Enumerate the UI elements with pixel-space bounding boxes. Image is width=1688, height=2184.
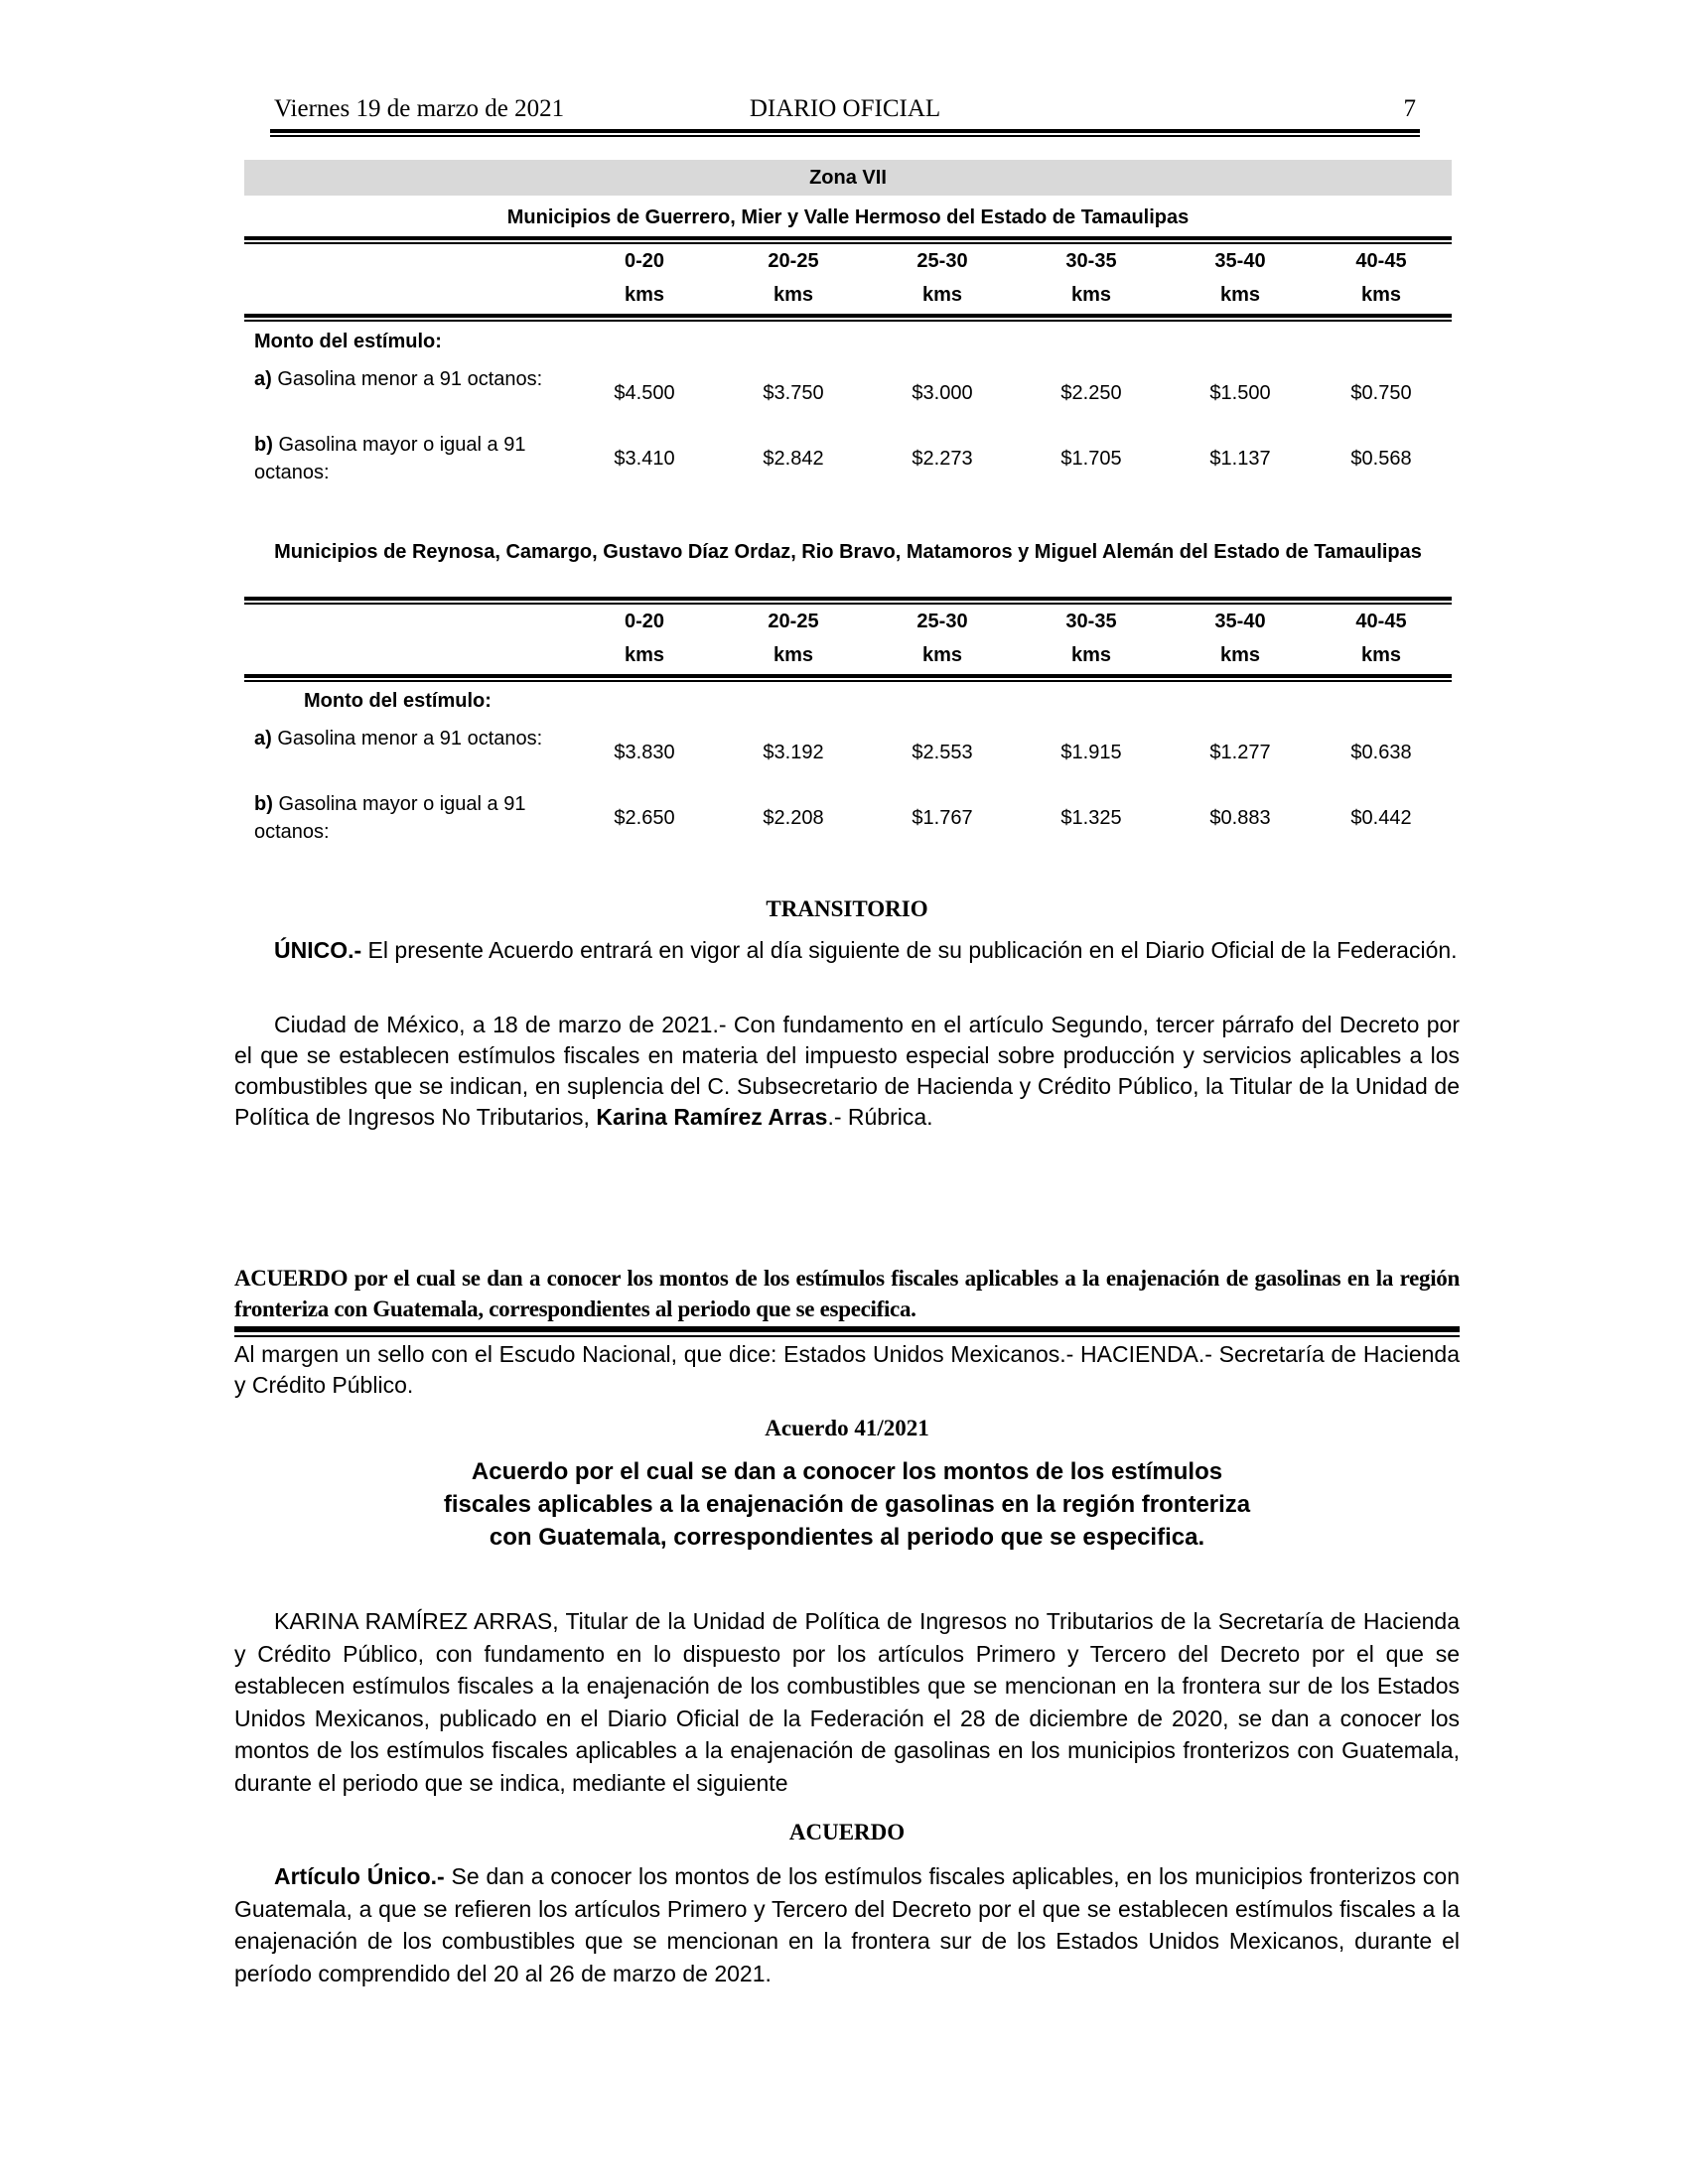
- margin-note: Al margen un sello con el Escudo Nacional, que dice: Estados Unidos Mexicanos.- HACIENDA.- Secretaría de Hacienda y Crédito Público.: [234, 1341, 1460, 1398]
- acuerdo-section-heading: ACUERDO: [788, 1820, 906, 1844]
- table-cell: $3.192: [763, 742, 824, 763]
- table-2-monto-label: Monto del estímulo:: [304, 690, 492, 712]
- preamble-paragraph: KARINA RAMÍREZ ARRAS, Titular de la Unidad de Política de Ingresos no Tributarios de la Secretaría de Hacienda y Crédito Público, con fundamento en lo dispuesto por los artículos Primero y Tercero del Decreto por el que se establecen estímulos fiscales a la enajenación de los combustibles que se mencionan en la frontera sur de los Estados Unidos Mexicanos, publicado en el Diario Oficial de la Federación el 28 de diciembre de 2020, se dan a conocer los montos de los estímulos fiscales aplicables a la enajenación de gasolinas en los municipios fronterizos con Guatemala, durante el periodo que se indica, mediante el siguiente: [234, 1608, 1460, 1796]
- col-head-range: 20-25 kms: [768, 611, 819, 666]
- table-1-row-b-label: b) Gasolina mayor o igual a 91 octanos:: [254, 434, 526, 483]
- header-date: Viernes 19 de marzo de 2021: [274, 95, 565, 122]
- header-publication: DIARIO OFICIAL: [749, 95, 941, 122]
- table-cell: $0.883: [1209, 807, 1271, 829]
- col-head-range: 35-40 kms: [1214, 250, 1266, 306]
- table-2-row-b-label: b) Gasolina mayor o igual a 91 octanos:: [254, 793, 526, 843]
- table-2-row-a-label: a) Gasolina menor a 91 octanos:: [254, 728, 543, 750]
- table-1-top-rule: [244, 236, 1452, 244]
- acuerdo-number: Acuerdo 41/2021: [765, 1416, 929, 1440]
- table-1-title: Municipios de Guerrero, Mier y Valle Hermoso del Estado de Tamaulipas: [506, 206, 1190, 228]
- header-rule: [270, 129, 1420, 137]
- col-head-range: 30-35 kms: [1065, 611, 1117, 666]
- zone-label: Zona VII: [244, 160, 1452, 196]
- table-cell: $0.750: [1350, 382, 1412, 404]
- col-head-range: 40-45 kms: [1355, 611, 1407, 666]
- table-cell: $2.273: [912, 448, 973, 470]
- unico-paragraph: ÚNICO.- El presente Acuerdo entrará en vigor al día siguiente de su publicación en el Diario Oficial de la Federación.: [274, 937, 1458, 963]
- table-cell: $2.553: [912, 742, 973, 763]
- col-head-range: 20-25 kms: [768, 250, 819, 306]
- table-cell: $3.750: [763, 382, 824, 404]
- acuerdo-title-rule: [234, 1326, 1460, 1337]
- table-cell: $1.137: [1209, 448, 1271, 470]
- table-cell: $4.500: [614, 382, 675, 404]
- table-cell: $2.250: [1060, 382, 1122, 404]
- col-head-range: 0-20 kms: [624, 250, 665, 306]
- col-head-range: 35-40 kms: [1214, 611, 1266, 666]
- table-cell: $1.277: [1209, 742, 1271, 763]
- table-cell: $0.638: [1350, 742, 1412, 763]
- transitorio-heading: TRANSITORIO: [766, 896, 928, 921]
- table-cell: $0.568: [1350, 448, 1412, 470]
- table-cell: $2.842: [763, 448, 824, 470]
- table-cell: $1.500: [1209, 382, 1271, 404]
- table-2-title: Municipios de Reynosa, Camargo, Gustavo Díaz Ordaz, Rio Bravo, Matamoros y Miguel Alemán del Estado de Tamaulipas: [274, 541, 1422, 563]
- table-cell: $1.915: [1060, 742, 1122, 763]
- col-head-range: 40-45 kms: [1355, 250, 1407, 306]
- col-head-range: 25-30 kms: [916, 611, 968, 666]
- table-1-header-rule: [244, 314, 1452, 322]
- articulo-unico-paragraph: Artículo Único.- Se dan a conocer los montos de los estímulos fiscales aplicables, en los municipios fronterizos con Guatemala, a que se refieren los artículos Primero y Tercero del Decreto por el que se establecen estímulos fiscales a la enajenación de los combustibles que se mencionan en la frontera sur de los Estados Unidos Mexicanos, durante el período comprendido del 20 al 26 de marzo de 2021.: [234, 1863, 1460, 1986]
- table-cell: $2.650: [614, 807, 675, 829]
- col-head-range: 0-20 kms: [624, 611, 665, 666]
- signature-paragraph: Ciudad de México, a 18 de marzo de 2021.- Con fundamento en el artículo Segundo, tercer párrafo del Decreto por el que se establecen estímulos fiscales en materia del impuesto especial sobre producción y servicios aplicables a los combustibles que se indican, en suplencia del C. Subsecretario de Hacienda y Crédito Público, la Titular de la Unidad de Política de Ingresos No Tributarios, Karina Ramírez Arras.- Rúbrica.: [234, 1012, 1460, 1130]
- table-cell: $3.830: [614, 742, 675, 763]
- table-cell: $3.000: [912, 382, 973, 404]
- table-cell: $3.410: [614, 448, 675, 470]
- acuerdo-title: ACUERDO por el cual se dan a conocer los montos de los estímulos fiscales aplicables a la enajenación de gasolinas en la región fronteriza con Guatemala, correspondientes al periodo que se especifica.: [234, 1266, 1460, 1321]
- table-2-header-rule: [244, 674, 1452, 682]
- table-1-monto-label: Monto del estímulo:: [254, 331, 442, 352]
- table-1-row-a-label: a) Gasolina menor a 91 octanos:: [254, 368, 543, 390]
- table-2-top-rule: [244, 597, 1452, 605]
- table-cell: $1.325: [1060, 807, 1122, 829]
- col-head-range: 25-30 kms: [916, 250, 968, 306]
- table-cell: $1.767: [912, 807, 973, 829]
- col-head-range: 30-35 kms: [1065, 250, 1117, 306]
- table-cell: $2.208: [763, 807, 824, 829]
- table-cell: $1.705: [1060, 448, 1122, 470]
- acuerdo-subtitle: Acuerdo por el cual se dan a conocer los montos de los estímulos fiscales aplicables a la enajenación de gasolinas en la región fronteriza con Guatemala, correspondientes al periodo que se especifica.: [443, 1458, 1251, 1551]
- header-page-number: 7: [1403, 95, 1416, 122]
- table-cell: $0.442: [1350, 807, 1412, 829]
